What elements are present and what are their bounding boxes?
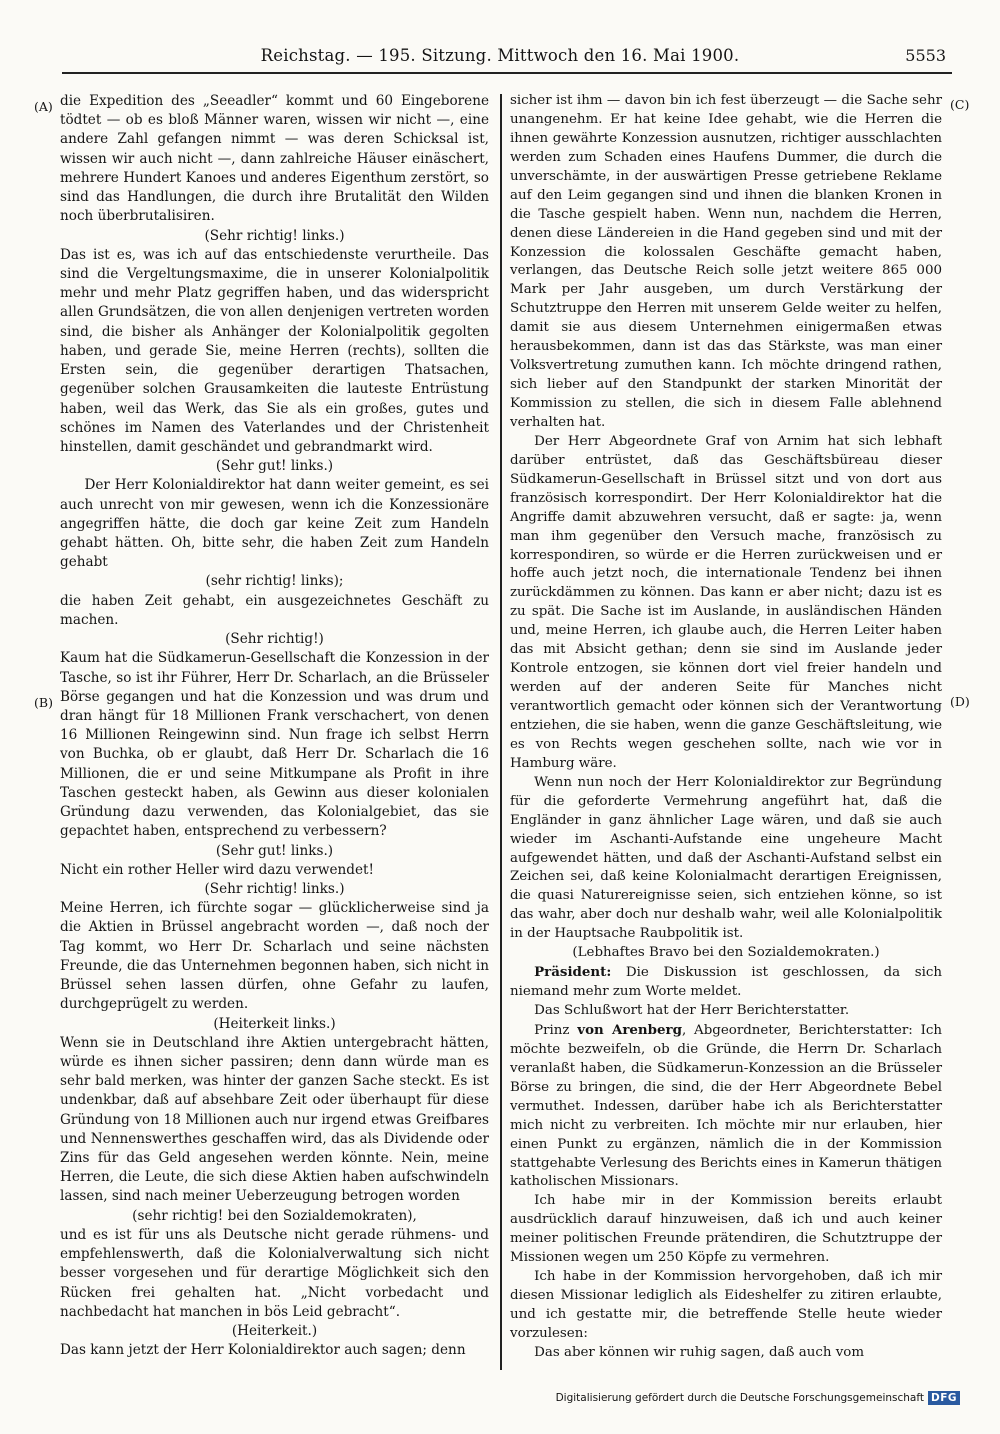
paragraph: und es ist für uns als Deutsche nicht gerade rühmens- und empfehlenswerth, daß die Kolonialverwaltung sich nicht besser vorgesehen und für derartige Möglichkeit sich den Rücken frei gehalten hat. „Nicht vorbedacht und nachbedacht hat manchen in bös Leid gebracht“. (60, 1226, 489, 1320)
speaker-name: Präsident: (534, 964, 612, 981)
paragraph: Das Schlußwort hat der Herr Berichterstatter. (534, 1003, 850, 1018)
margin-label-d: (D) (950, 694, 970, 709)
left-column (60, 92, 489, 1360)
interjection: (Heiterkeit links.) (213, 1015, 336, 1032)
interjection: (sehr richtig! links); (205, 573, 344, 590)
paragraph: Wenn sie in Deutschland ihre Aktien untergebracht hätten, würde es ihnen sicher passiren; denn dann würde man es sehr bald merken, was hinter der ganzen Sache steckt. Es ist undenkbar, daß auf absehbare Zeit oder überhaupt für diese Gründung von 18 Millionen auch nur irgend etwas Greifbares und Nennenswerthes geschaffen wird, das als Dividende oder Zins für das Geld angesehen werden könnte. Nein, meine Herren, die Leute, die sich diese Aktien haben aufschwindeln lassen, sind nach meiner Ueberzeugung betrogen worden (60, 1034, 489, 1205)
paragraph: Das kann jetzt der Herr Kolonialdirektor auch sagen; denn (60, 1342, 466, 1359)
header-title: Reichstag. — 195. Sitzung. Mittwoch den 16. Mai 1900. (260, 46, 740, 65)
right-column (510, 92, 942, 1363)
paragraph: Der Herr Abgeordnete Graf von Arnim hat sich lebhaft darüber entrüstet, daß das Geschäftsbüreau dieser Südkamerun-Gesellschaft in Brüssel sitzt und von dort aus französisch korrespondirt. Der Herr Kolonialdirektor hat die Angriffe damit abzuwehren versucht, daß er sagte: ja, wenn man ihm gegenüber den Versuch mache, französisch zu korrespondiren, so würde er die Herren zurückweisen und er hoffe auch jetzt noch, die internationale Tendenz bei ihnen zurückdämmen zu können. Das kann er aber nicht; dazu ist es zu spät. Die Sache ist im Auslande, in ausländischen Händen und, meine Herren, ich glaube auch, die Herren Leiter haben das mit Absicht gethan; denn sie sind im Auslande jeder Kontrole entzogen, sie können dort viel freier handeln und werden auf der anderen Seite für Manches nicht verantwortlich gemacht oder können sich der Verantwortung entziehen, die sie haben, wenn die ganze Geschäftsleitung, wie es von Rechts wegen geschehen sollte, nach wie vor in Hamburg wäre. (510, 433, 942, 771)
paragraph: Kaum hat die Südkamerun-Gesellschaft die Konzession in der Tasche, so ist ihr Führer, Herr Dr. Scharlach, an die Brüsseler Börse gegangen und hat die Konzession und was drum und dran hängt für 18 Millionen Frank verschachert, von denen 16 Millionen Reingewinn sind. Nun frage ich selbst Herrn von Buchka, ob er glaubt, daß Herr Dr. Scharlach die 16 Millionen, die er und seine Mitkumpane als Profit in ihre Taschen gesteckt haben, als Gewinn aus dieser kolonialen Gründung dazu verwenden, das Kolonialgebiet, das sie gepachtet haben, entsprechend zu verbessern? (60, 650, 489, 840)
header-rule (62, 72, 952, 74)
speaker-title: Prinz (534, 1022, 578, 1038)
interjection: (Heiterkeit.) (231, 1323, 318, 1339)
paragraph: Das ist es, was ich auf das entschiedenste verurtheile. Das sind die Vergeltungsmaxime, die in unserer Kolonialpolitik mehr und mehr Platz gegriffen haben, und das widerspricht allen Grundsätzen, die von allen denjenigen vertreten worden sind, die bisher als Anhänger der Kolonialpolitik gegolten haben, und gerade Sie, meine Herren (rechts), sollten die Ersten sein, die gegenüber derartigen Thatsachen, gegenüber solchen Grausamkeiten die lauteste Entrüstung haben, weil das Werk, das Sie als ein großes, gutes und schönes im Namen des Vaterlandes und der Christenheit hinstellen, damit geschändet und gebrandmarkt wird. (60, 246, 489, 455)
interjection: (sehr richtig! bei den Sozialdemokraten), (132, 1207, 417, 1224)
column-divider (500, 94, 502, 1370)
margin-label-c: (C) (950, 97, 970, 112)
margin-label-b: (B) (34, 695, 53, 710)
paragraph (510, 963, 942, 1002)
interjection: (Sehr gut! links.) (215, 458, 334, 475)
paragraph: Ich habe in der Kommission hervorgehoben, daß ich mir diesen Missionar lediglich als Eideshelfer zu zitiren erlaubte, und ich gestatte mir, die betreffende Stelle heute wieder vorzulesen: (510, 1269, 942, 1341)
interjection: (Sehr richtig! links.) (204, 880, 345, 897)
paragraph: die haben Zeit gehabt, ein ausgezeichnetes Geschäft zu machen. (60, 592, 489, 628)
speech-text: , Abgeordneter, Berichterstatter: Ich möchte bezweifeln, ob die Gründe, die Herrn Dr. Scharlach veranlaßt haben, die Südkamerun-Konzession an die Brüsseler Börse zu bringen, die sind, die der Herr Abgeordnete Bebel vermuthet. Indessen, darüber habe ich als Berichterstatter mich nicht zu verbreiten. Ich möchte mir nur erlauben, hier einen Punkt zu ergänzen, nämlich die in der Kommission stattgehabte Verlesung des Berichts eines in Kamerun thätigen katholischen Missionars. (510, 1022, 942, 1190)
paragraph: Das aber können wir ruhig sagen, daß auch vom (534, 1344, 865, 1360)
paragraph: Nicht ein rother Heller wird dazu verwendet! (60, 861, 374, 878)
speaker-name: von Arenberg (577, 1021, 682, 1038)
interjection: (Sehr gut! links.) (215, 842, 334, 859)
speech-text: Die Diskussion ist geschlossen, da sich niemand mehr zum Worte meldet. (510, 965, 942, 1000)
interjection: (Sehr richtig!) (225, 631, 324, 648)
paragraph: Ich habe mir in der Kommission bereits erlaubt ausdrücklich darauf hinzuweisen, daß ich und auch keiner meiner politischen Freunde prätendiren, die Schutztruppe der Missionen wegen um 250 Köpfe zu vermehren. (510, 1193, 942, 1266)
interjection: (Sehr richtig! links.) (204, 227, 345, 244)
paragraph: sicher ist ihm — davon bin ich fest überzeugt — die Sache sehr unangenehm. Er hat keine Idee gehabt, wie die Herren die ihnen gewährte Konzession ausnutzen, richtiger ausschlachten werden zum Schaden eines Haufens Dummer, die durch die unverschämte, in der auswärtigen Presse getriebene Reklame auf den Leim gegangen sind und ihnen die blanken Kronen in die Tasche gespielt haben. Wenn nun, nachdem die Herren, denen diese Ländereien in die Hand gegeben sind und mit der Konzession die kolossalen Geschäfte gemacht haben, verlangen, das Deutsche Reich solle jetzt weitere 865 000 Mark per Jahr ausgeben, um durch Verstärkung der Schutztruppe den Herren mit unserem Gelde weiter zu helfen, damit sie aus diesem Unternehmen einigermaßen etwas herausbekommen, dann ist das das Stärkste, was man einer Volksvertretung zumuthen kann. Ich möchte dringend rathen, sich lieber auf den Standpunkt der starken Minorität der Kommission zu stellen, die sich in diesem Falle ablehnend verhalten hat. (510, 93, 942, 430)
paragraph: die Expedition des „Seeadler“ kommt und 60 Eingeborene tödtet — ob es bloß Männer waren, wissen wir nicht —, eine andere Zahl gefangen nimmt — was deren Schicksal ist, wissen wir auch nicht —, dann zahlreiche Häuser einäschert, mehrere Hundert Kanoes und anderes Eigenthum zerstört, so sind das Handlungen, die durch ihre Brutalität den Wilden noch überbrutalisiren. (60, 93, 489, 225)
paragraph: Der Herr Kolonialdirektor hat dann weiter gemeint, es sei auch unrecht von mir gewesen, wenn ich die Konzessionäre angegriffen hätte, die doch gar keine Zeit zum Handeln gehabt hätten. Oh, bitte sehr, die haben Zeit zum Handeln gehabt (60, 477, 489, 571)
dfg-logo: DFG (928, 1391, 960, 1405)
paragraph (510, 1021, 942, 1192)
interjection: (Lebhaftes Bravo bei den Sozialdemokraten.) (572, 945, 880, 961)
page-number: 5553 (905, 46, 946, 65)
paragraph: Meine Herren, ich fürchte sogar — glücklicherweise sind ja die Aktien in Brüssel angebracht worden —, daß noch der Tag kommt, wo Herr Dr. Scharlach und seine nächsten Freunde, die das Unternehmen begonnen haben, sich nicht in Brüssel sehen lassen dürfen, ohne Gefahr zu laufen, durchgeprügelt zu werden. (60, 900, 489, 1013)
margin-label-a: (A) (34, 99, 53, 114)
digitization-credit (556, 1391, 960, 1405)
paragraph: Wenn nun noch der Herr Kolonialdirektor zur Begründung für die geforderte Vermehrung angeführt hat, daß die Engländer in ganz ähnlicher Lage wären, und daß sie auch wieder im Aschanti-Aufstande eine ungeheure Macht aufgewendet hätten, und daß der Aschanti-Aufstand selbst ein Zeichen sei, daß keine Kolonialmacht derartigen Ereignissen, die quasi Naturereignisse seien, sich entziehen könne, so ist das wahr, aber doch nur deshalb wahr, weil alle Kolonialpolitik in der Hauptsache Raubpolitik ist. (510, 774, 942, 942)
credit-text: Digitalisierung gefördert durch die Deutsche Forschungsgemeinschaft (555, 1392, 924, 1404)
